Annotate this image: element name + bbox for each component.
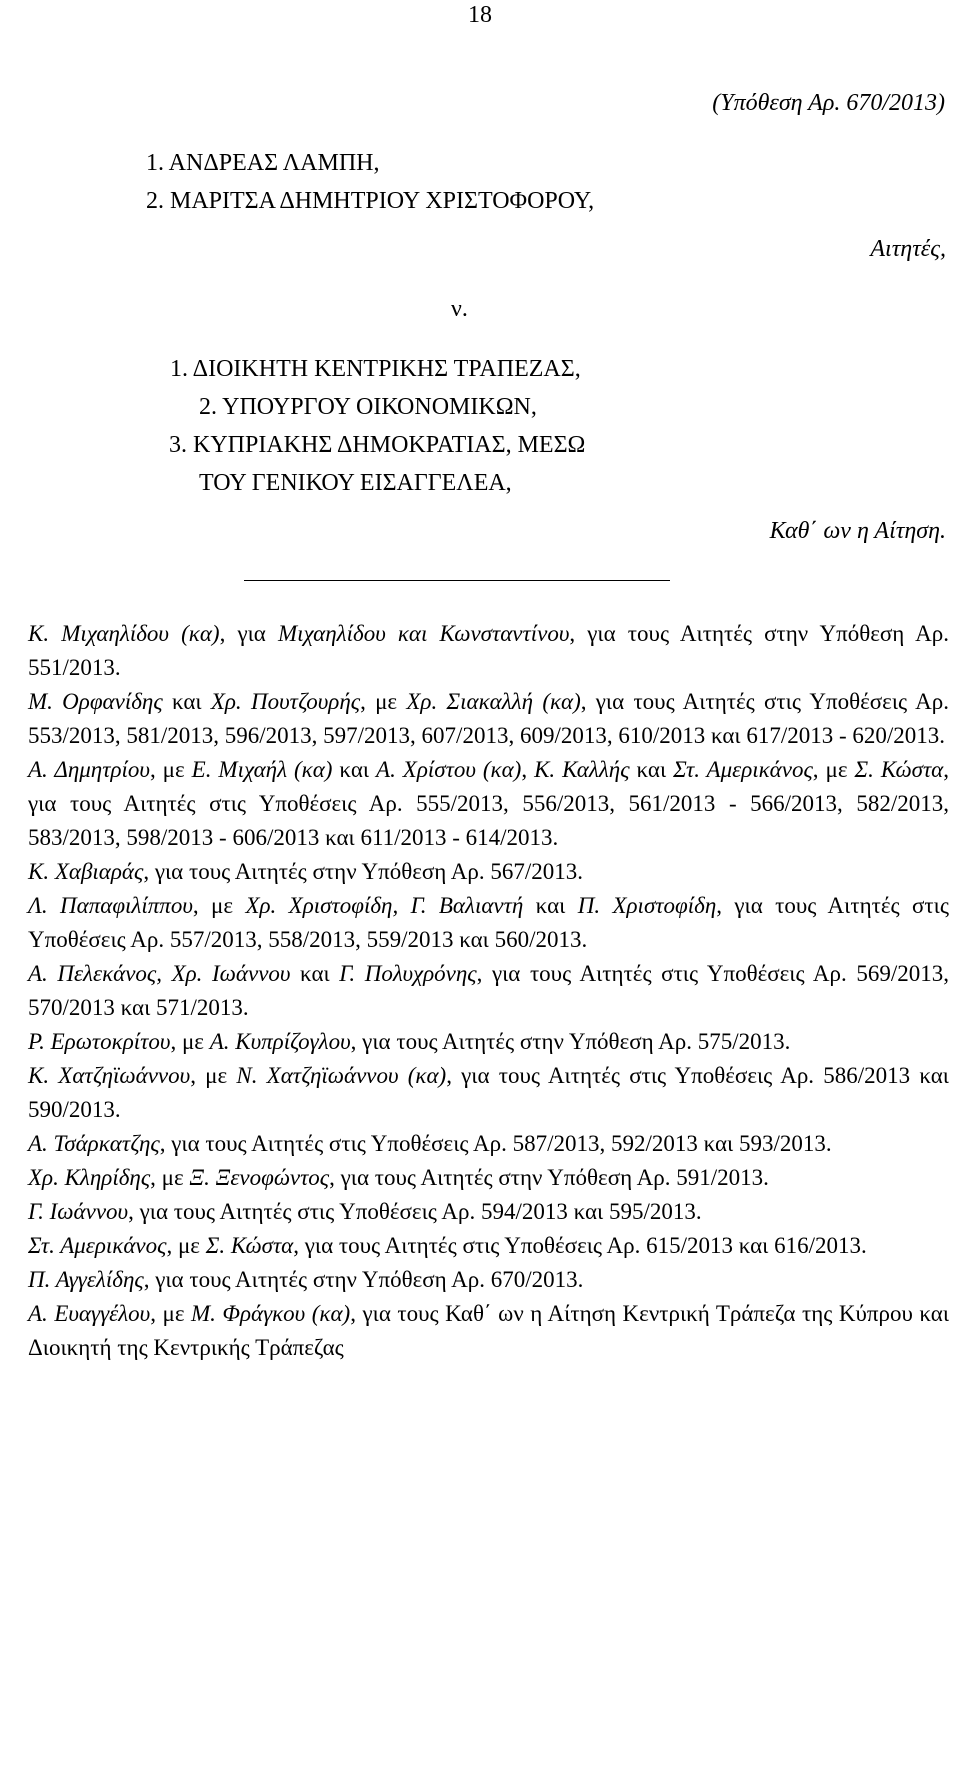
counsel-entry (28, 889, 949, 957)
counsel-name: Ν. Χατζηϊωάννου (κα) (236, 1063, 447, 1088)
counsel-entry (28, 1229, 949, 1263)
counsel-entry (28, 855, 949, 889)
counsel-text: , για τους Αιτητές στην Υπόθεση Αρ. 567/2013. (143, 859, 584, 884)
counsel-text: , για (219, 621, 278, 646)
counsel-name: Χρ. Πουτζουρής (210, 689, 361, 714)
respondent-2: 2. ΥΠΟΥΡΓΟΥ ΟΙΚΟΝΟΜΙΚΩΝ, (199, 394, 537, 420)
counsel-entry (28, 685, 949, 753)
counsel-text: , για τους Αιτητές στις Υποθέσεις Αρ. 553/2013, 581/2013, 596/2013, 597/2013, 607/2013, 609/2013, 610/2013 και 617/2013 - 620/2013. (28, 689, 949, 748)
counsel-name: Α. Πελεκάνος, Χρ. Ιωάννου (28, 961, 291, 986)
respondent-3-cont: ΤΟΥ ΓΕΝΙΚΟΥ ΕΙΣΑΓΓΕΛΕΑ, (199, 470, 512, 496)
counsel-entry (28, 617, 949, 685)
applicant-2: 2. ΜΑΡΙΤΣΑ ΔΗΜΗΤΡΙΟΥ ΧΡΙΣΤΟΦΟΡΟΥ, (146, 188, 595, 214)
counsel-text: , με (170, 1029, 210, 1054)
counsel-name: Ε. Μιχαήλ (κα) (191, 757, 333, 782)
counsel-name: Στ. Αμερικάνος (673, 757, 813, 782)
counsel-name: Μ. Φράγκου (κα) (191, 1301, 351, 1326)
counsel-text: και (629, 757, 674, 782)
counsel-text: και (332, 757, 377, 782)
counsel-text: , για τους Αιτητές στην Υπόθεση Αρ. 575/2013. (350, 1029, 791, 1054)
counsel-text: , με (166, 1233, 206, 1258)
counsel-entry (28, 1059, 949, 1127)
counsel-text: , με (192, 893, 246, 918)
counsel-entry (28, 957, 949, 1025)
counsel-name: Α. Ευαγγέλου (28, 1301, 151, 1326)
respondents-role: Καθ΄ ων η Αίτηση. (769, 518, 946, 544)
counsel-text: και (162, 689, 211, 714)
respondent-1: 1. ΔΙΟΙΚΗΤΗ ΚΕΝΤΡΙΚΗΣ ΤΡΑΠΕΖΑΣ, (170, 356, 581, 382)
counsel-name: Ρ. Ερωτοκρίτου (28, 1029, 171, 1054)
counsel-text: και (290, 961, 340, 986)
counsel-entry (28, 1263, 949, 1297)
counsel-entry (28, 1025, 949, 1059)
counsel-text: , με (150, 1165, 190, 1190)
counsel-entry (28, 753, 949, 855)
counsel-entry (28, 1127, 949, 1161)
counsel-text: , για τους Αιτητές στις Υποθέσεις Αρ. 587/2013, 592/2013 και 593/2013. (159, 1131, 832, 1156)
counsel-name: Α. Κυπρίζογλου (209, 1029, 351, 1054)
counsel-name: Γ. Ιωάννου (28, 1199, 129, 1224)
counsel-name: Κ. Καλλής (534, 757, 630, 782)
counsel-text: , για τους Αιτητές στις Υποθέσεις Αρ. 615/2013 και 616/2013. (293, 1233, 867, 1258)
counsel-text: , για τους Αιτητές στις Υποθέσεις Αρ. 555/2013, 556/2013, 561/2013 - 566/2013, 582/2013, 583/2013, 598/2013 - 606/2013 και 611/2013 - 614/2013. (28, 757, 949, 850)
counsel-name: Σ. Κώστα (854, 757, 944, 782)
counsel-name: Σ. Κώστα (205, 1233, 294, 1258)
counsel-list (28, 617, 949, 1365)
counsel-text: , (521, 757, 535, 782)
counsel-text: και (523, 893, 578, 918)
counsel-text: , με (150, 1301, 192, 1326)
counsel-text: , για τους Αιτητές στις Υποθέσεις Αρ. 594/2013 και 595/2013. (128, 1199, 702, 1224)
counsel-text: , για τους Αιτητές στην Υπόθεση Αρ. 551/2013. (28, 621, 949, 680)
counsel-text: , για τους Αιτητές στις Υποθέσεις Αρ. 557/2013, 558/2013, 559/2013 και 560/2013. (28, 893, 949, 952)
counsel-name: Κ. Χατζηϊωάννου (28, 1063, 191, 1088)
counsel-text: , για τους Καθ΄ ων η Αίτηση Κεντρική Τράπεζα της Κύπρου και Διοικητή της Κεντρικής Τράπεζας (28, 1301, 950, 1360)
counsel-text: , για τους Αιτητές στις Υποθέσεις Αρ. 569/2013, 570/2013 και 571/2013. (28, 961, 949, 1020)
counsel-name: Χρ. Σιακαλλή (κα) (406, 689, 581, 714)
counsel-name: Ξ. Ξενοφώντος (189, 1165, 330, 1190)
counsel-name: Α. Δημητρίου (28, 757, 150, 782)
counsel-text: , με (360, 689, 407, 714)
counsel-text: , για τους Αιτητές στην Υπόθεση Αρ. 670/2013. (143, 1267, 584, 1292)
counsel-text: , με (190, 1063, 237, 1088)
counsel-text: , για τους Αιτητές στην Υπόθεση Αρ. 591/2013. (329, 1165, 769, 1190)
counsel-name: Στ. Αμερικάνος (28, 1233, 167, 1258)
versus: ν. (451, 296, 468, 322)
counsel-text: , με (149, 757, 192, 782)
page-number: 18 (468, 2, 492, 28)
divider (244, 580, 670, 581)
counsel-name: Χρ. Κληρίδης (28, 1165, 151, 1190)
counsel-name: Λ. Παπαφιλίππου (28, 893, 193, 918)
counsel-text: , για τους Αιτητές στις Υποθέσεις Αρ. 586/2013 και 590/2013. (28, 1063, 949, 1122)
respondent-3: 3. ΚΥΠΡΙΑΚΗΣ ΔΗΜΟΚΡΑΤΙΑΣ, ΜΕΣΩ (169, 432, 586, 458)
counsel-name: Κ. Χαβιαράς (28, 859, 144, 884)
counsel-name: Γ. Πολυχρόνης (339, 961, 477, 986)
counsel-entry (28, 1161, 949, 1195)
applicants-role: Αιτητές, (870, 236, 946, 262)
counsel-name: Α. Χρίστου (κα) (376, 757, 522, 782)
counsel-entry (28, 1195, 949, 1229)
counsel-name: Π. Χριστοφίδη (577, 893, 717, 918)
counsel-name: Χρ. Χριστοφίδη, Γ. Βαλιαντή (245, 893, 524, 918)
counsel-name: Π. Αγγελίδης (28, 1267, 144, 1292)
case-number: (Υπόθεση Αρ. 670/2013) (712, 90, 945, 116)
counsel-name: Μ. Ορφανίδης (28, 689, 163, 714)
counsel-entry (28, 1297, 949, 1365)
counsel-name: Α. Τσάρκατζης (28, 1131, 160, 1156)
counsel-text: , με (812, 757, 855, 782)
counsel-name: Κ. Μιχαηλίδου (κα) (28, 621, 220, 646)
counsel-name: Μιχαηλίδου και Κωνσταντίνου (277, 621, 570, 646)
applicant-1: 1. ΑΝΔΡΕΑΣ ΛΑΜΠΗ, (146, 150, 380, 176)
